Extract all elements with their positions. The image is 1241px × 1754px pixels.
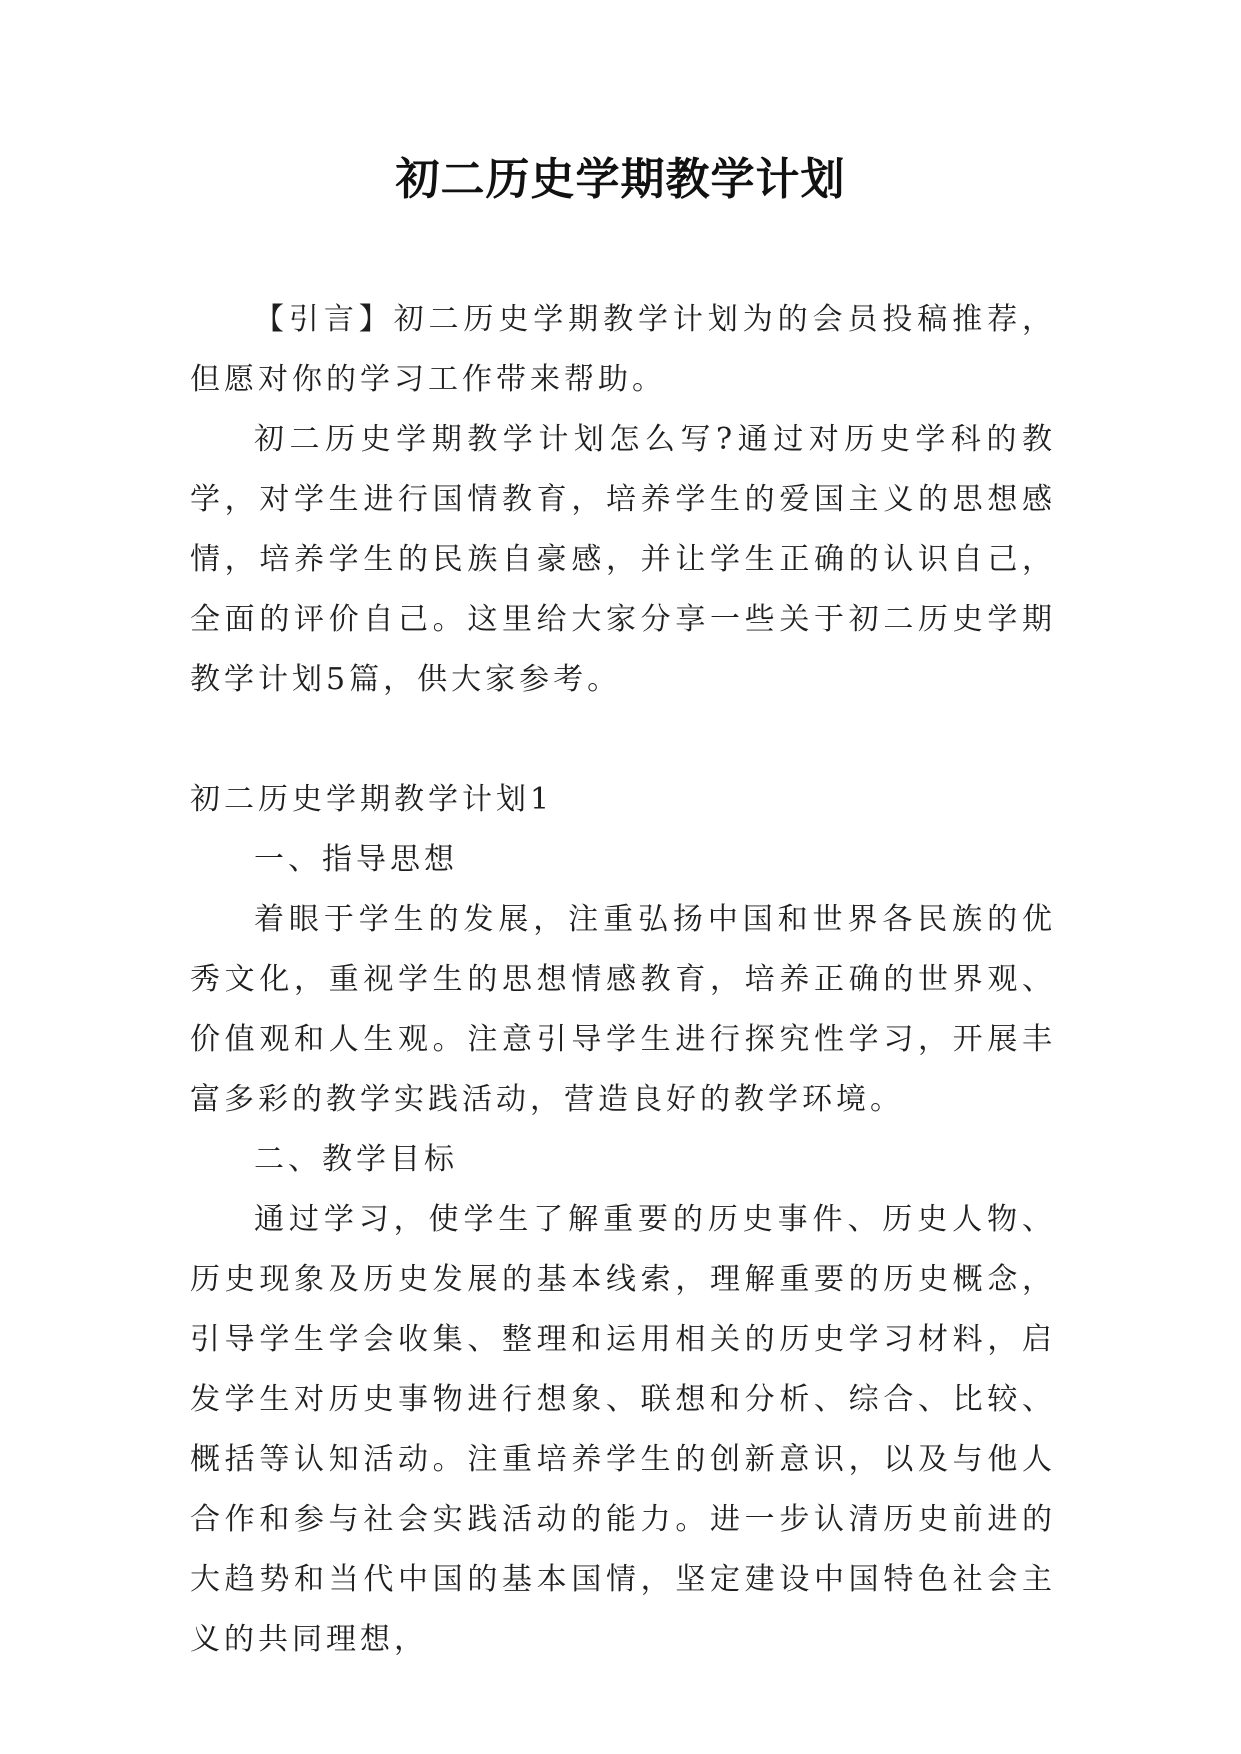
- document-body: [190, 290, 1056, 1670]
- section-heading: 初二历史学期教学计划1: [190, 782, 554, 817]
- guiding-ideology-paragraph: 着眼于学生的发展，注重弘扬中国和世界各民族的优秀文化，重视学生的思想情感教育，培养正确的世界观、价值观和人生观。注意引导学生进行探究性学习，开展丰富多彩的教学实践活动，营造良好的教学环境。: [190, 902, 1056, 1117]
- subheading-guiding-ideology: 一、指导思想: [254, 842, 458, 877]
- subheading-teaching-goals: 二、教学目标: [254, 1142, 458, 1177]
- page-title: 初二历史学期教学计划: [395, 154, 846, 205]
- teaching-goals-paragraph: 通过学习，使学生了解重要的历史事件、历史人物、历史现象及历史发展的基本线索，理解重要的历史概念，引导学生学会收集、整理和运用相关的历史学习材料，启发学生对历史事物进行想象、联想和分析、综合、比较、概括等认知活动。注重培养学生的创新意识，以及与他人合作和参与社会实践活动的能力。进一步认清历史前进的大趋势和当代中国的基本国情，坚定建设中国特色社会主义的共同理想，: [190, 1202, 1056, 1657]
- intro-paragraph: 【引言】初二历史学期教学计划为的会员投稿推荐，但愿对你的学习工作带来帮助。: [190, 302, 1056, 397]
- overview-paragraph: 初二历史学期教学计划怎么写?通过对历史学科的教学，对学生进行国情教育，培养学生的爱国主义的思想感情，培养学生的民族自豪感，并让学生正确的认识自己，全面的评价自己。这里给大家分享一些关于初二历史学期教学计划5篇，供大家参考。: [190, 422, 1056, 697]
